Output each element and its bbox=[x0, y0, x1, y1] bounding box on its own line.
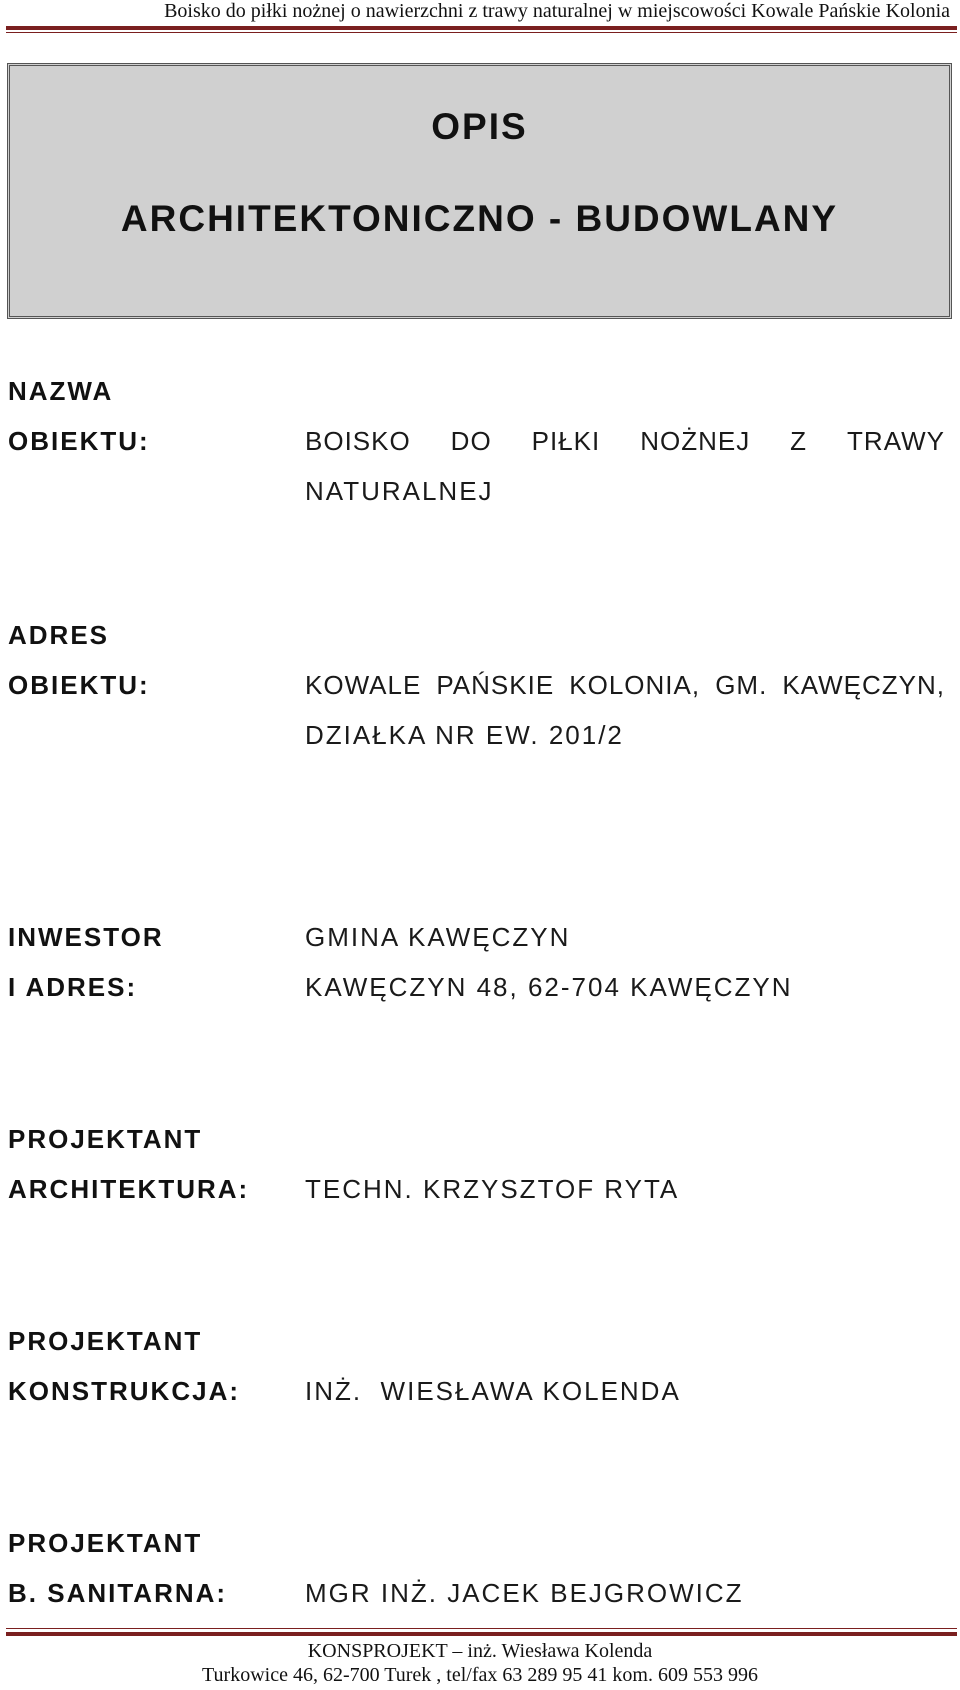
running-header: Boisko do piłki nożnej o nawierzchni z trawy naturalnej w miejscowości Kowale Pańskie Kolonia bbox=[164, 0, 950, 22]
label-sanitarna-2: B. SANITARNA: bbox=[8, 1578, 228, 1608]
word: KOWALE bbox=[305, 670, 422, 700]
label-architektura-2: ARCHITEKTURA: bbox=[8, 1174, 250, 1204]
label-inwestor-2: I ADRES: bbox=[8, 972, 138, 1002]
footer-company: KONSPROJEKT – inż. Wiesława Kolenda bbox=[307, 1640, 653, 1662]
label-architektura-1: PROJEKTANT bbox=[8, 1124, 203, 1154]
footer-rule-thin bbox=[6, 1628, 957, 1629]
label-adres-1: ADRES bbox=[8, 620, 110, 650]
value-adres-1 bbox=[305, 670, 945, 701]
word: BOISKO bbox=[305, 426, 411, 456]
title-line-1: OPIS bbox=[431, 106, 528, 147]
label-inwestor-1: INWESTOR bbox=[8, 922, 164, 952]
word: GM. bbox=[715, 670, 768, 700]
value-konstrukcja: INŻ. WIESŁAWA KOLENDA bbox=[305, 1376, 681, 1406]
title-box bbox=[7, 63, 952, 319]
value-architektura: TECHN. KRZYSZTOF RYTA bbox=[305, 1174, 680, 1204]
value-sanitarna: MGR INŻ. JACEK BEJGROWICZ bbox=[305, 1578, 744, 1608]
value-inwestor-1: GMINA KAWĘCZYN bbox=[305, 922, 571, 952]
footer-rule bbox=[6, 1632, 957, 1636]
header-rule-thin bbox=[6, 32, 957, 33]
word: KOLONIA, bbox=[569, 670, 701, 700]
word: Z bbox=[790, 426, 808, 456]
label-konstrukcja-2: KONSTRUKCJA: bbox=[8, 1376, 240, 1406]
value-adres-2: DZIAŁKA NR EW. 201/2 bbox=[305, 720, 624, 750]
value-inwestor-2: KAWĘCZYN 48, 62-704 KAWĘCZYN bbox=[305, 972, 793, 1002]
title-line-2: ARCHITEKTONICZNO - BUDOWLANY bbox=[120, 198, 839, 239]
word: PIŁKI bbox=[531, 426, 601, 456]
label-nazwa-1: NAZWA bbox=[8, 376, 114, 406]
value-nazwa-2: NATURALNEJ bbox=[305, 476, 494, 506]
word: DO bbox=[450, 426, 492, 456]
word: KAWĘCZYN, bbox=[782, 670, 945, 700]
word: NOŻNEJ bbox=[640, 426, 751, 456]
word: TRAWY bbox=[847, 426, 945, 456]
value-nazwa-1 bbox=[305, 426, 945, 457]
label-nazwa-2: OBIEKTU: bbox=[8, 426, 150, 456]
word: PAŃSKIE bbox=[436, 670, 555, 700]
label-adres-2: OBIEKTU: bbox=[8, 670, 150, 700]
footer-address: Turkowice 46, 62-700 Turek , tel/fax 63 289 95 41 kom. 609 553 996 bbox=[202, 1664, 758, 1686]
label-konstrukcja-1: PROJEKTANT bbox=[8, 1326, 203, 1356]
label-sanitarna-1: PROJEKTANT bbox=[8, 1528, 203, 1558]
header-rule bbox=[6, 26, 957, 30]
